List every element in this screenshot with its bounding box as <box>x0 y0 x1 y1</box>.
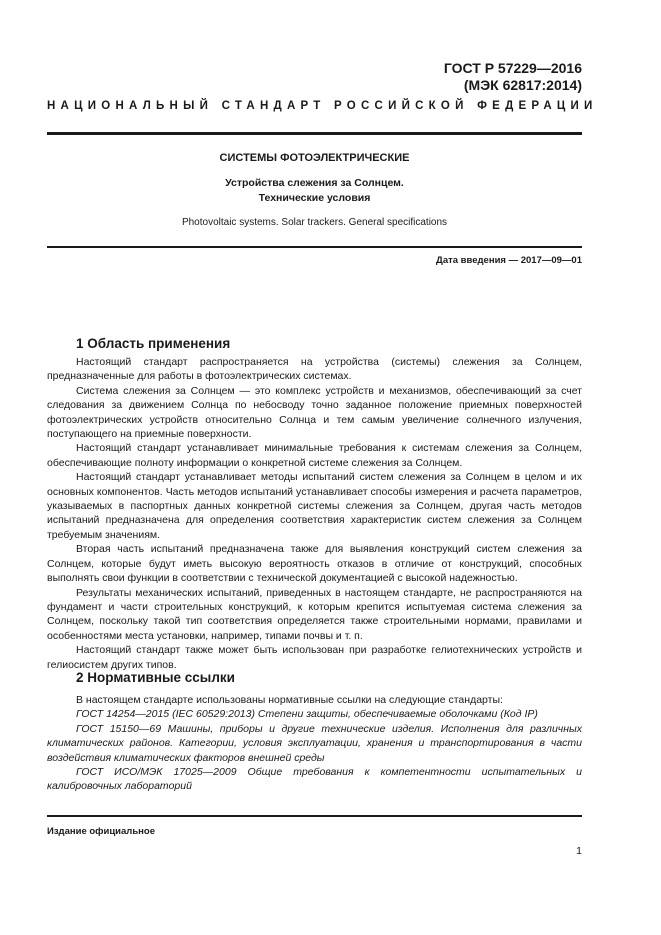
reference-item: ГОСТ 15150—69 Машины, приборы и другие технические изделия. Исполнения для различных климатических районов. Категории, условия эксплуатации, хранения и транспортирования в части воздействия климатических факторов внешней среды <box>47 722 582 764</box>
official-edition-label: Издание официальное <box>47 826 155 837</box>
section-1-body <box>47 355 582 672</box>
section-2-heading: 2 Нормативные ссылки <box>76 670 235 685</box>
standard-number: ГОСТ Р 57229—2016 <box>443 60 582 76</box>
header-divider <box>47 132 582 135</box>
paragraph: Вторая часть испытаний предназначена также для выявления конструкций систем слежения за Солнцем, которые будут иметь высокую вероятность отказов в отличие от конструкций, способных выполнять свои функции в соответствии с технической документацией с высокой надежностью. <box>47 543 582 585</box>
paragraph: Настоящий стандарт также может быть использован при разработке гелиотехнических устройств и гелиосистем других типов. <box>47 644 582 671</box>
reference-item: ГОСТ 14254—2015 (IEC 60529:2013) Степени защиты, обеспечиваемые оболочками (Код IP) <box>76 708 538 721</box>
references-intro: В настоящем стандарте использованы нормативные ссылки на следующие стандарты: <box>76 694 503 706</box>
paragraph: Настоящий стандарт распространяется на устройства (системы) слежения за Солнцем, предназначенные для работы в фотоэлектрических системах. <box>47 356 582 383</box>
english-title: Photovoltaic systems. Solar trackers. General specifications <box>181 217 448 228</box>
section-1-heading: 1 Область применения <box>76 336 231 351</box>
reference-item: ГОСТ ИСО/МЭК 17025—2009 Общие требования к компетентности испытательных и калибровочных лабораторий <box>47 766 582 793</box>
introduction-date: Дата введения — 2017—09—01 <box>436 255 582 266</box>
document-subtitle <box>47 176 582 206</box>
paragraph: Настоящий стандарт устанавливает минимальные требования к системам слежения за Солнцем, обеспечивающие полноту информации о конкретной системе слежения за Солнцем. <box>47 442 582 469</box>
subtitle-line-1: Устройства слежения за Солнцем. <box>225 177 404 189</box>
paragraph: Настоящий стандарт устанавливает методы испытаний систем слежения за Солнцем в целом и их основных компонентов. Часть методов испытаний устанавливает способы измерения и расчета параметров, указываемых в паспортных данных конкретной системы слежения за Солнцем, другая часть методов испытаний предназначена для определения соответствия характеристик систем слежения за Солнцем требуемым значениям. <box>47 471 582 541</box>
national-standard-banner: НАЦИОНАЛЬНЫЙ СТАНДАРТ РОССИЙСКОЙ ФЕДЕРАЦИИ <box>47 100 598 112</box>
document-title: СИСТЕМЫ ФОТОЭЛЕКТРИЧЕСКИЕ <box>219 152 410 164</box>
subtitle-line-2: Технические условия <box>258 192 371 204</box>
standard-designation <box>444 60 582 94</box>
paragraph: Система слежения за Солнцем — это комплекс устройств и механизмов, обеспечивающий за счет следования за движением Солнца по небосводу точно заданное положение приемных поверхностей фотоэлектрических устройств относительно Солнца и тем самым увеличение солнечного излучения, поступающего на приемные поверхности. <box>47 384 582 441</box>
footer-divider <box>47 815 582 817</box>
title-divider <box>47 246 582 248</box>
iec-equivalent: (МЭК 62817:2014) <box>463 77 582 93</box>
section-2-body <box>47 693 582 794</box>
page-number: 1 <box>576 845 582 857</box>
paragraph: Результаты механических испытаний, приведенных в настоящем стандарте, не распространяются на фундамент и части строительных конструкций, к которым крепится испытуемая система слежения за Солнцем, поскольку такой тип соответствия определяется также строительными нормами, правилами и особенностями места установки, например, типами почвы и т. п. <box>47 586 582 642</box>
